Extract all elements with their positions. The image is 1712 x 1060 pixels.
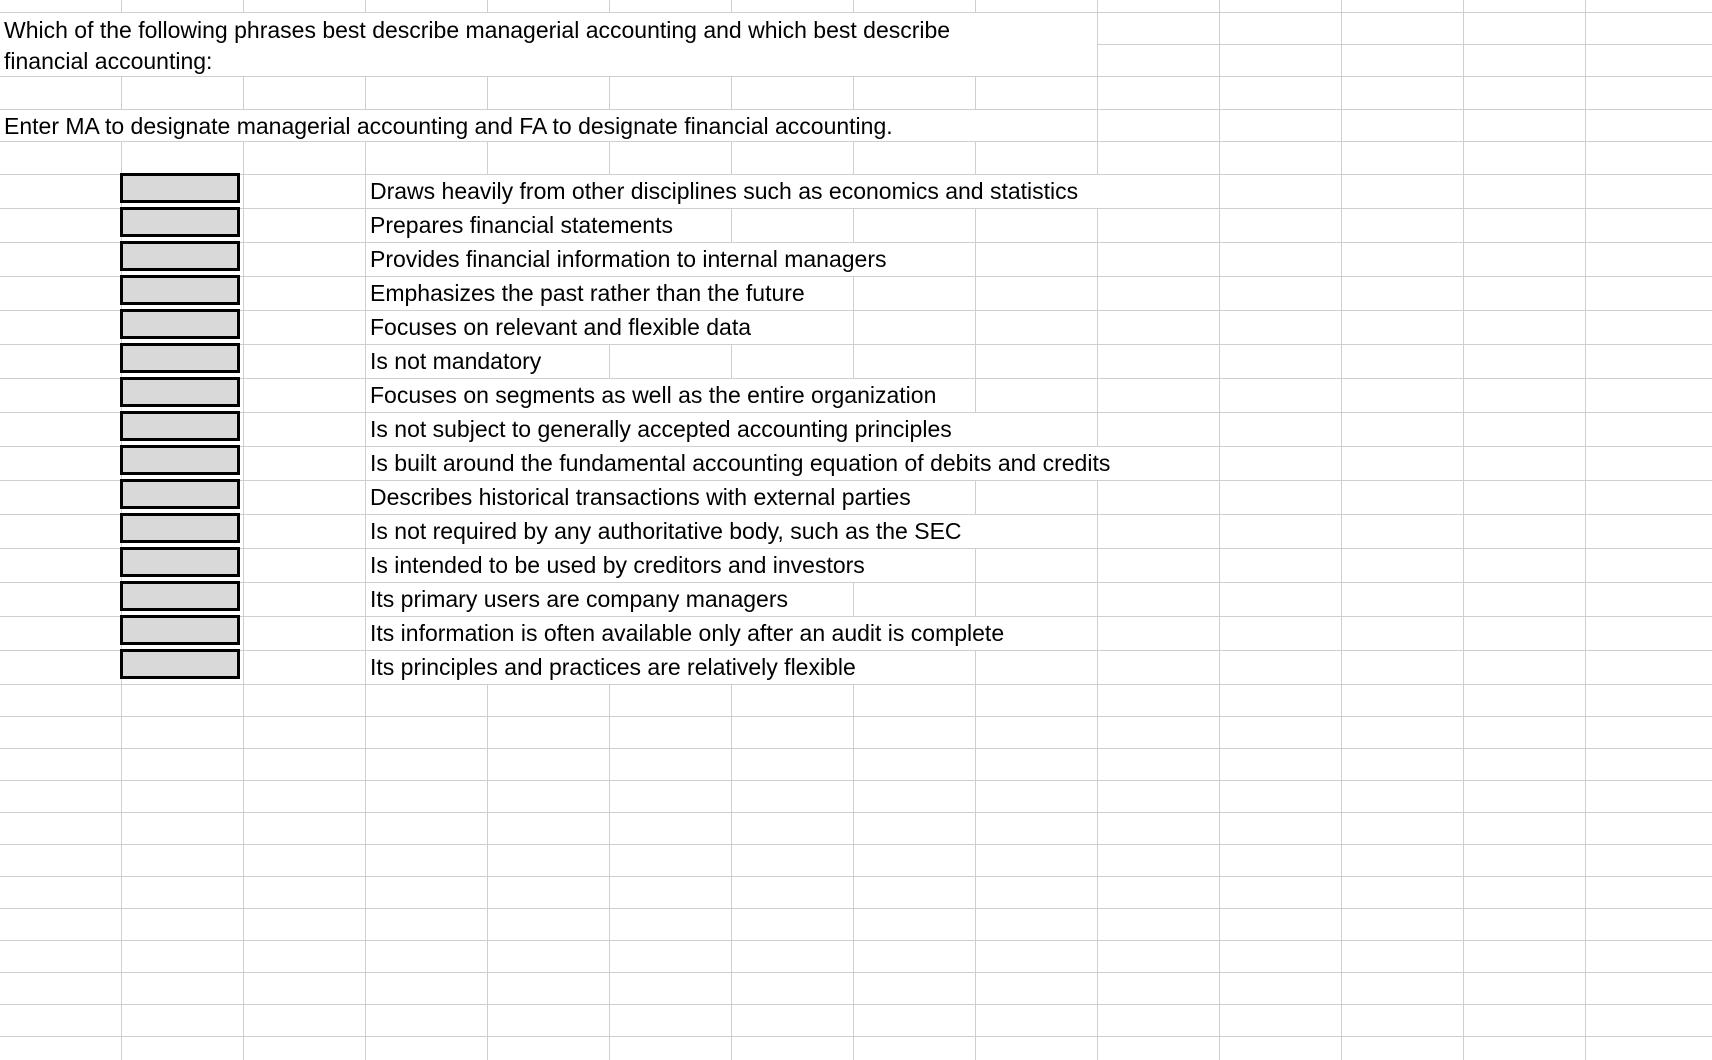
grid-row-line	[0, 1004, 1712, 1005]
answer-cell-15[interactable]	[120, 649, 240, 679]
statement-5: Focuses on relevant and flexible data	[370, 314, 752, 340]
grid-row-line	[0, 276, 1712, 277]
answer-cell-14[interactable]	[120, 615, 240, 645]
grid-row-line	[0, 940, 1712, 941]
grid-column-line	[1463, 0, 1464, 1060]
answer-cell-9[interactable]	[120, 445, 240, 475]
statement-3: Provides financial information to internal managers	[370, 246, 887, 272]
statement-15: Its principles and practices are relatively flexible	[370, 654, 856, 680]
answer-cell-10[interactable]	[120, 479, 240, 509]
answer-cell-1[interactable]	[120, 173, 240, 203]
grid-row-line	[0, 908, 1712, 909]
answer-cell-13[interactable]	[120, 581, 240, 611]
statement-6: Is not mandatory	[370, 348, 542, 374]
answer-cell-2[interactable]	[120, 207, 240, 237]
answer-cell-7[interactable]	[120, 377, 240, 407]
grid-row-line	[0, 844, 1712, 845]
grid-row-line	[0, 780, 1712, 781]
grid-column-line	[1341, 0, 1342, 1060]
grid-row-line	[0, 972, 1712, 973]
grid-column-line	[1097, 0, 1098, 1060]
statement-10: Describes historical transactions with external parties	[370, 484, 911, 510]
statement-14: Its information is often available only after an audit is complete	[370, 620, 1005, 646]
statement-2: Prepares financial statements	[370, 212, 673, 238]
question-text-line-2: financial accounting:	[4, 48, 213, 74]
grid-row-line	[0, 1036, 1712, 1037]
instruction-text: Enter MA to designate managerial accounting and FA to designate financial accounting.	[4, 113, 893, 139]
grid-column-line	[1219, 0, 1220, 1060]
answer-cell-5[interactable]	[120, 309, 240, 339]
grid-row-line	[0, 876, 1712, 877]
grid-row-line	[0, 76, 1712, 77]
statement-13: Its primary users are company managers	[370, 586, 788, 612]
grid-row-line	[0, 812, 1712, 813]
statement-7: Focuses on segments as well as the entire organization	[370, 382, 937, 408]
answer-cell-3[interactable]	[120, 241, 240, 271]
statement-11: Is not required by any authoritative body, such as the SEC	[370, 518, 962, 544]
answer-cell-8[interactable]	[120, 411, 240, 441]
grid-row-line	[0, 748, 1712, 749]
answer-cell-12[interactable]	[120, 547, 240, 577]
grid-row-line	[0, 310, 1712, 311]
grid-row-line	[0, 344, 1712, 345]
statement-8: Is not subject to generally accepted accounting principles	[370, 416, 952, 442]
statement-1: Draws heavily from other disciplines such as economics and statistics	[370, 178, 1079, 204]
grid-column-line	[243, 0, 244, 1060]
statement-4: Emphasizes the past rather than the future	[370, 280, 805, 306]
statement-9: Is built around the fundamental accounting equation of debits and credits	[370, 450, 1111, 476]
answer-cell-11[interactable]	[120, 513, 240, 543]
grid-row-line	[0, 684, 1712, 685]
grid-column-line	[1585, 0, 1586, 1060]
question-text-line-1: Which of the following phrases best describe managerial accounting and which best describe	[4, 17, 951, 43]
grid-row-line	[0, 716, 1712, 717]
answer-cell-4[interactable]	[120, 275, 240, 305]
answer-cell-6[interactable]	[120, 343, 240, 373]
statement-12: Is intended to be used by creditors and investors	[370, 552, 865, 578]
grid-row-line	[0, 208, 1712, 209]
grid-row-line	[0, 582, 1712, 583]
